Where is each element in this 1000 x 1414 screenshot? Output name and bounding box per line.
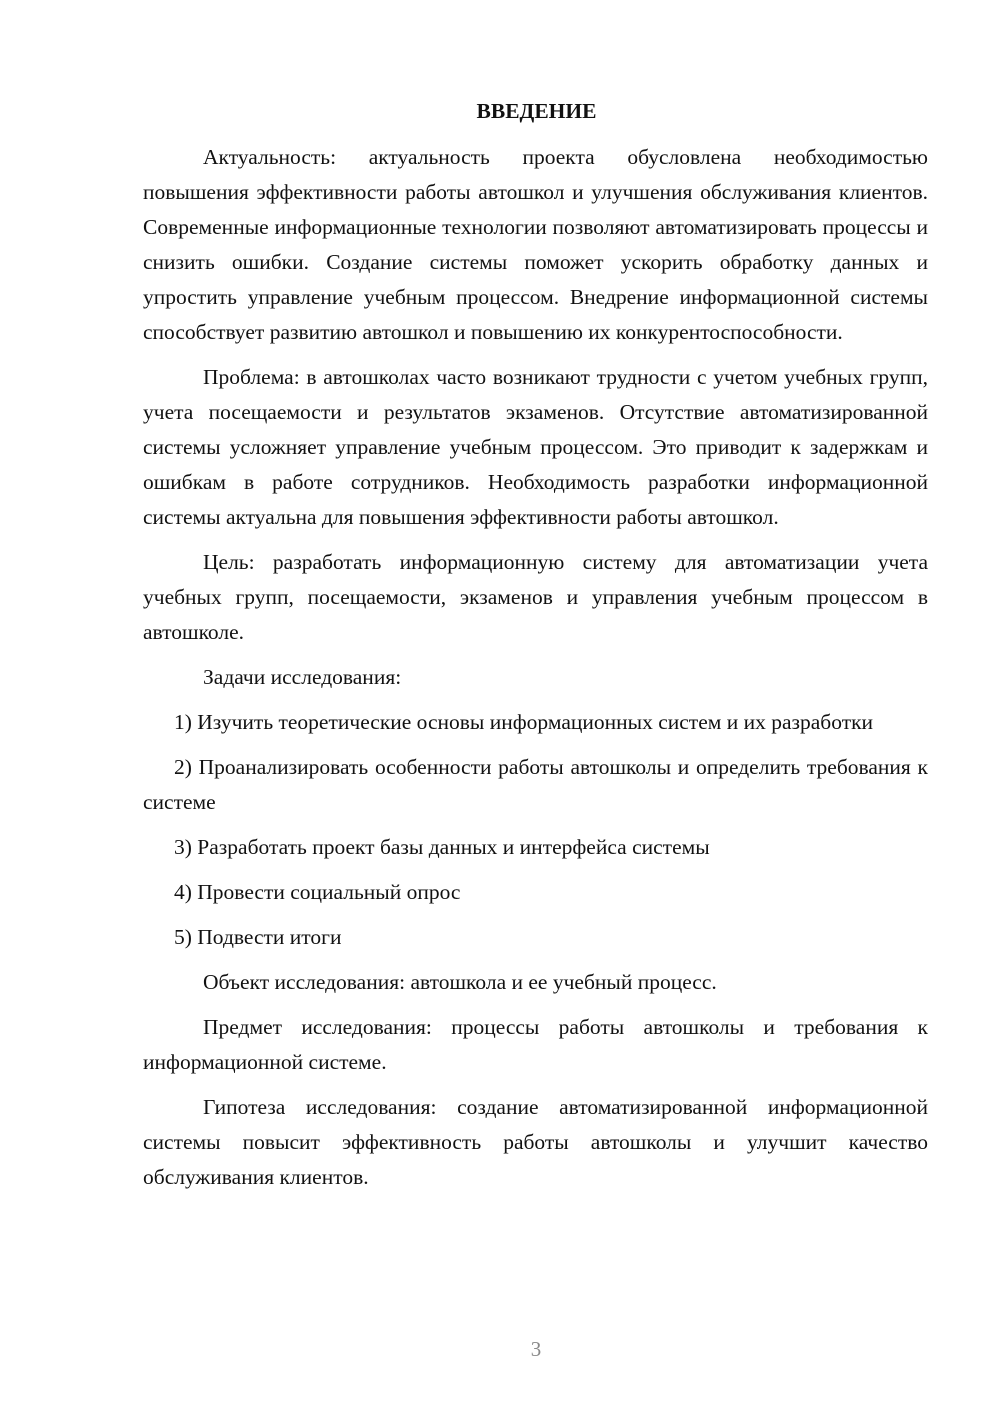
problem-paragraph: Проблема: в автошколах часто возникают трудности с учетом учебных групп, учета посещаемости и результатов экзаменов. Отсутствие автоматизированной системы усложняет управление учебным процессом. Это приводит к задержкам и ошибкам в работе сотрудников. Необходимость разработки информационной системы актуальна для повышения эффективности работы автошкол. <box>143 365 928 529</box>
hypothesis-paragraph: Гипотеза исследования: создание автоматизированной информационной системы повысит эффективность работы автошколы и улучшит качество обслуживания клиентов. <box>143 1095 928 1189</box>
subject-paragraph: Предмет исследования: процессы работы автошколы и требования к информационной системе. <box>143 1015 928 1074</box>
task-item: 2) Проанализировать особенности работы автошколы и определить требования к системе <box>143 755 928 814</box>
document-body <box>143 96 928 1205</box>
page-number: 3 <box>530 1337 542 1361</box>
goal-paragraph: Цель: разработать информационную систему для автоматизации учета учебных групп, посещаемости, экзаменов и управления учебным процессом в автошколе. <box>143 550 928 644</box>
relevance-paragraph: Актуальность: актуальность проекта обусловлена необходимостью повышения эффективности работы автошкол и улучшения обслуживания клиентов. Современные информационные технологии позволяют автоматизировать процессы и снизить ошибки. Создание системы поможет ускорить обработку данных и упростить управление учебным процессом. Внедрение информационной системы способствует развитию автошкол и повышению их конкурентоспособности. <box>143 145 928 344</box>
task-item: 3) Разработать проект базы данных и интерфейса системы <box>174 835 710 859</box>
section-heading: ВВЕДЕНИЕ <box>476 99 597 123</box>
tasks-heading: Задачи исследования: <box>203 665 402 689</box>
task-item: 1) Изучить теоретические основы информационных систем и их разработки <box>174 710 874 734</box>
task-item: 4) Провести социальный опрос <box>174 880 461 904</box>
object-paragraph: Объект исследования: автошкола и ее учебный процесс. <box>203 970 717 994</box>
task-item: 5) Подвести итоги <box>174 925 342 949</box>
